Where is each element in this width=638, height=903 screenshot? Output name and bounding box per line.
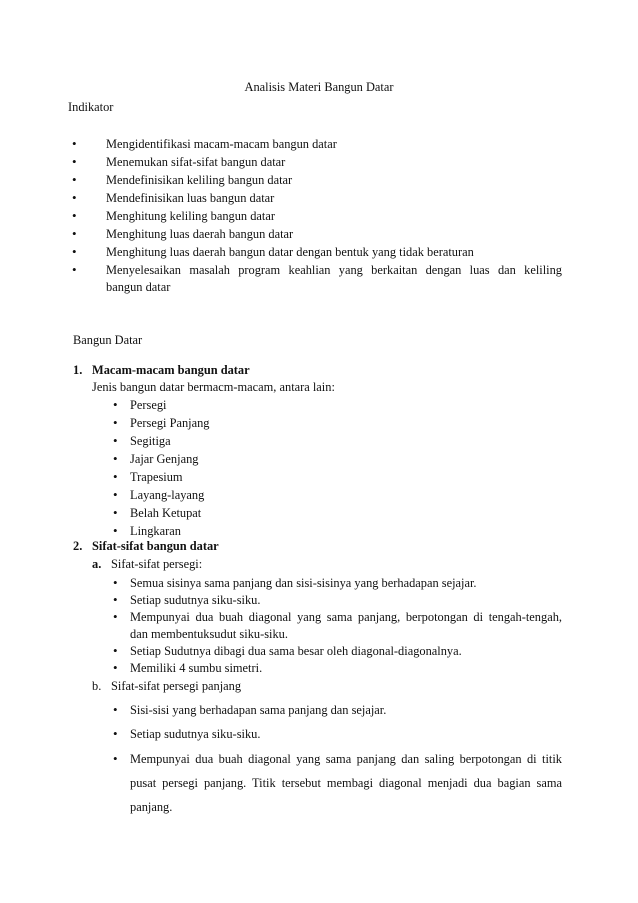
section-title: Sifat-sifat bangun datar xyxy=(92,539,219,553)
bullet: • xyxy=(72,172,77,187)
subsection-title: Sifat-sifat persegi: xyxy=(111,557,203,571)
bullet: • xyxy=(113,751,118,766)
list-item: Mendefinisikan keliling bangun datar xyxy=(106,173,293,187)
list-item: Setiap sudutnya siku-siku. xyxy=(130,593,261,607)
list-item: Setiap sudutnya siku-siku. xyxy=(130,727,261,741)
bullet: • xyxy=(113,505,118,520)
subsection-title: Sifat-sifat persegi panjang xyxy=(111,679,242,693)
bullet: • xyxy=(113,609,118,624)
list-item: Jajar Genjang xyxy=(130,452,199,466)
list-item: Persegi xyxy=(130,398,167,412)
list-item: Mempunyai dua buah diagonal yang sama panjang, berpotongan di tengah-tengah, xyxy=(130,610,562,624)
bullet: • xyxy=(72,154,77,169)
indikator-heading: Indikator xyxy=(68,100,114,114)
bullet: • xyxy=(72,244,77,259)
bullet: • xyxy=(72,262,77,277)
list-item: Menghitung luas daerah bangun datar dengan bentuk yang tidak beraturan xyxy=(106,245,474,259)
bullet: • xyxy=(72,226,77,241)
list-item: Persegi Panjang xyxy=(130,416,210,430)
bullet: • xyxy=(113,523,118,538)
bullet: • xyxy=(113,660,118,675)
list-item: Menghitung keliling bangun datar xyxy=(106,209,275,223)
subsection-label: a. xyxy=(92,557,102,571)
list-item: Menemukan sifat-sifat bangun datar xyxy=(106,155,286,169)
bullet: • xyxy=(113,469,118,484)
list-item-continuation: bangun datar xyxy=(106,280,171,294)
list-item: Lingkaran xyxy=(130,524,181,538)
bullet: • xyxy=(113,433,118,448)
list-item: Mempunyai dua buah diagonal yang sama panjang dan saling berpotongan di titik xyxy=(130,752,562,766)
bullet: • xyxy=(113,397,118,412)
bullet: • xyxy=(113,592,118,607)
list-item: Menghitung luas daerah bangun datar xyxy=(106,227,294,241)
section-number: 2. xyxy=(73,539,83,553)
bullet: • xyxy=(113,643,118,658)
subsection-label: b. xyxy=(92,679,102,693)
bullet: • xyxy=(72,208,77,223)
list-item: Segitiga xyxy=(130,434,171,448)
bullet: • xyxy=(113,726,118,741)
list-item-continuation: panjang. xyxy=(130,800,173,814)
list-item-continuation: pusat persegi panjang. Titik tersebut membagi diagonal menjadi dua bagian sama xyxy=(130,776,562,790)
list-item: Memiliki 4 sumbu simetri. xyxy=(130,661,263,675)
bullet: • xyxy=(72,190,77,205)
bullet: • xyxy=(113,451,118,466)
list-item: Mendefinisikan luas bangun datar xyxy=(106,191,275,205)
list-item: Trapesium xyxy=(130,470,183,484)
list-item: Setiap Sudutnya dibagi dua sama besar oleh diagonal-diagonalnya. xyxy=(130,644,462,658)
list-item: Layang-layang xyxy=(130,488,205,502)
bullet: • xyxy=(113,702,118,717)
bullet: • xyxy=(113,415,118,430)
section-number: 1. xyxy=(73,363,83,377)
section-title: Macam-macam bangun datar xyxy=(92,363,250,377)
page-title: Analisis Materi Bangun Datar xyxy=(244,80,394,94)
list-item-continuation: dan membentuksudut siku-siku. xyxy=(130,627,288,641)
bullet: • xyxy=(113,575,118,590)
section-intro: Jenis bangun datar bermacm-macam, antara lain: xyxy=(92,380,335,394)
bullet: • xyxy=(72,136,77,151)
bullet: • xyxy=(113,487,118,502)
list-item: Menyelesaikan masalah program keahlian yang berkaitan dengan luas dan keliling xyxy=(106,263,562,277)
list-item: Belah Ketupat xyxy=(130,506,202,520)
section-heading: Bangun Datar xyxy=(73,333,143,347)
list-item: Sisi-sisi yang berhadapan sama panjang dan sejajar. xyxy=(130,703,387,717)
list-item: Mengidentifikasi macam-macam bangun datar xyxy=(106,137,337,151)
list-item: Semua sisinya sama panjang dan sisi-sisinya yang berhadapan sejajar. xyxy=(130,576,477,590)
